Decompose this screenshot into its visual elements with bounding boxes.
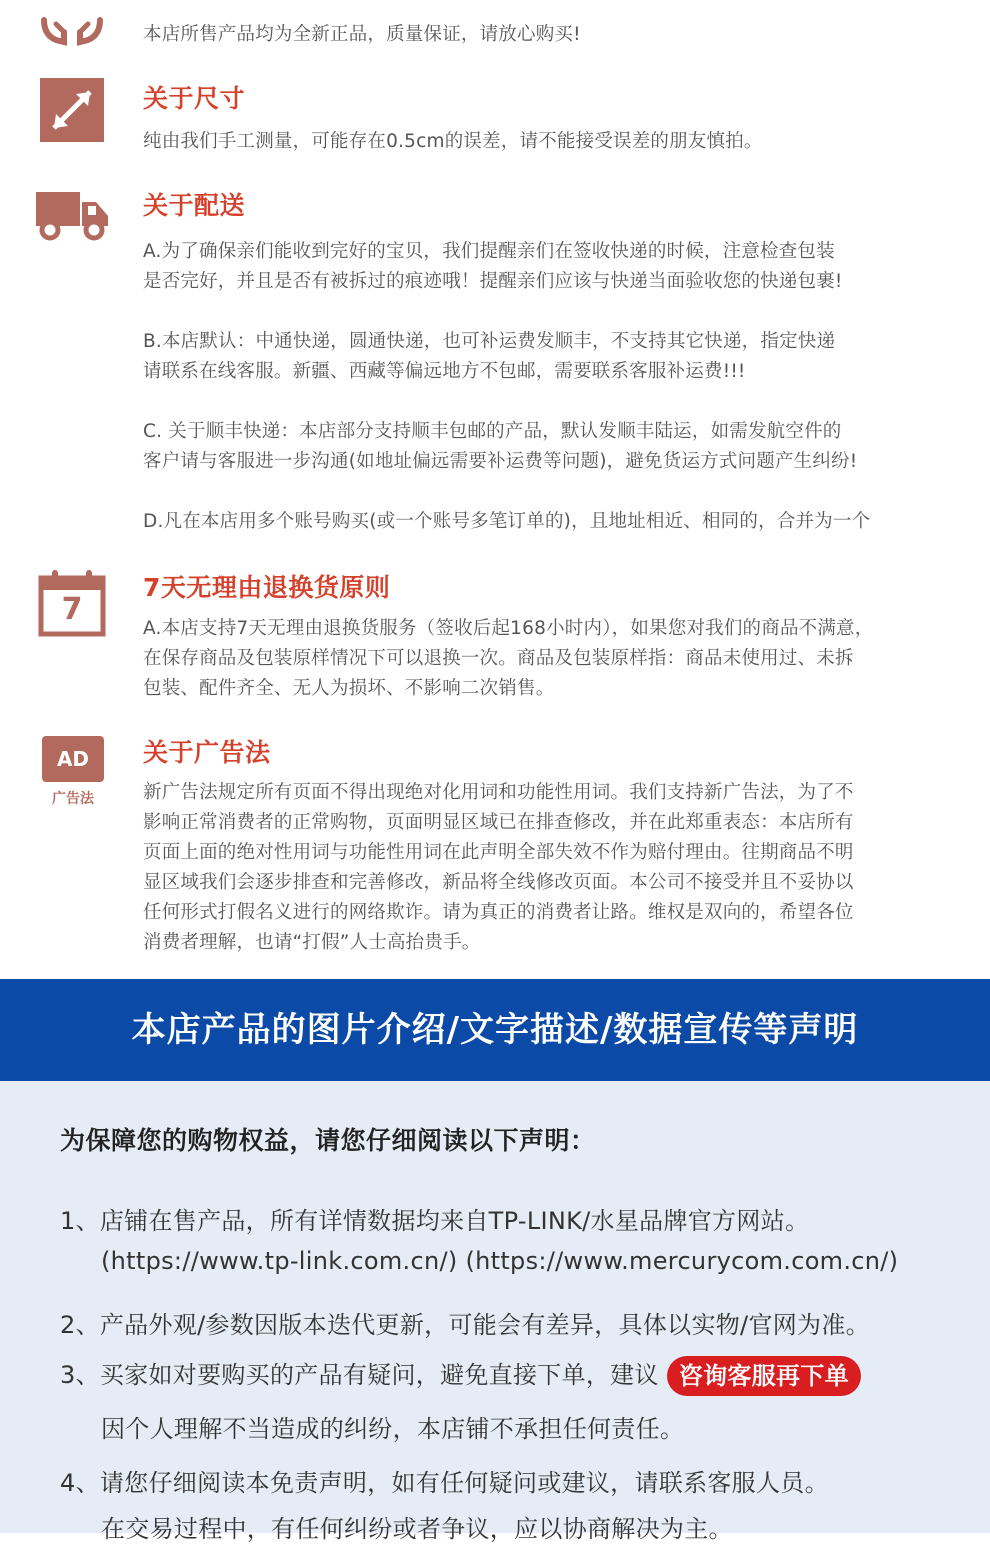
delivery-line: C. 关于顺丰快递：本店部分支持顺丰包邮的产品，默认发顺丰陆运，如需发航空件的	[143, 421, 842, 442]
declaration-item-1: 1、店铺在售产品，所有详情数据均来自TP-LINK/水星品牌官方网站。	[60, 1207, 810, 1235]
delivery-title: 关于配送	[143, 191, 246, 220]
returns-title: 7天无理由退换货原则	[143, 573, 391, 602]
size-title: 关于尺寸	[143, 84, 246, 113]
returns-line: 包装、配件齐全、无人为损坏、不影响二次销售。	[143, 678, 555, 699]
ad-law-line: 影响正常消费者的正常购物，页面明显区域已在排查修改，并在此郑重表态：本店所有	[143, 812, 854, 833]
ad-law-title: 关于广告法	[143, 738, 271, 767]
ad-law-line: 显区域我们会逐步排查和完善修改，新品将全线修改页面。本公司不接受并且不妥协以	[143, 872, 854, 893]
delivery-line: 请联系在线客服。新疆、西藏等偏远地方不包邮，需要联系客服补运费!!!	[143, 361, 746, 382]
calendar-day: 7	[61, 592, 83, 627]
consult-service-button[interactable]: 咨询客服再下单	[667, 1356, 861, 1396]
delivery-line: D.凡在本店用多个账号购买(或一个账号多笔订单的)，且地址相近、相同的，合并为一个	[143, 511, 871, 532]
declaration-panel	[0, 1081, 990, 1543]
delivery-line: 是否完好，并且是否有被拆过的痕迹哦！提醒亲们应该与快递当面验收您的快递包裹!	[143, 271, 843, 292]
delivery-line: 客户请与客服进一步沟通(如地址偏远需要补运费等问题)，避免货运方式问题产生纠纷!	[143, 451, 858, 472]
declaration-item-3-cont: 因个人理解不当造成的纠纷，本店铺不承担任何责任。	[101, 1415, 685, 1443]
returns-line: A.本店支持7天无理由退换货服务（签收后起168小时内），如果您对我们的商品不满意，	[143, 618, 874, 639]
ad-law-line: 任何形式打假名义进行的网络欺诈。请为真正的消费者让路。维权是双向的，希望各位	[143, 902, 854, 923]
ad-law-line: 消费者理解，也请“打假”人士高抬贵手。	[143, 932, 481, 953]
resize-arrow-icon	[40, 78, 104, 142]
ad-caption: 广告法	[52, 791, 94, 807]
ad-law-line: 新广告法规定所有页面不得出现绝对化用词和功能性用词。我们支持新广告法，为了不	[143, 782, 854, 803]
declaration-item-2: 2、产品外观/参数因版本迭代更新，可能会有差异，具体以实物/官网为准。	[60, 1311, 870, 1339]
declaration-item-3	[60, 1355, 861, 1396]
ad-badge: AD	[42, 736, 104, 782]
returns-line: 在保存商品及包装原样情况下可以退换一次。商品及包装原样指：商品未使用过、未拆	[143, 648, 854, 669]
declaration-item-4-cont: 在交易过程中，有任何纠纷或者争议，应以协商解决为主。	[101, 1515, 733, 1543]
quality-line: 本店所售产品均为全新正品，质量保证，请放心购买!	[143, 24, 581, 45]
delivery-line: A.为了确保亲们能收到完好的宝贝，我们提醒亲们在签收快递的时候，注意检查包装	[143, 241, 835, 262]
calendar-icon	[38, 566, 106, 638]
declaration-item-4: 4、请您仔细阅读本免责声明，如有任何疑问或建议，请联系客服人员。	[60, 1469, 829, 1497]
size-line: 纯由我们手工测量，可能存在0.5cm的误差，请不能接受误差的朋友慎拍。	[143, 131, 763, 152]
declaration-item-1-urls: (https://www.tp-link.com.cn/) (https://www.mercurycom.com.cn/)	[101, 1247, 899, 1275]
hands-heart-icon	[34, 0, 110, 56]
ad-law-icon	[42, 736, 104, 808]
declaration-banner: 本店产品的图片介绍/文字描述/数据宣传等声明	[0, 979, 990, 1081]
ad-law-line: 页面上面的绝对性用词与功能性用词在此声明全部失效不作为赔付理由。往期商品不明	[143, 842, 854, 863]
truck-icon	[34, 180, 110, 256]
delivery-line: B.本店默认：中通快递，圆通快递，也可补运费发顺丰，不支持其它快递，指定快递	[143, 331, 836, 352]
declaration-heading: 为保障您的购物权益，请您仔细阅读以下声明：	[60, 1126, 596, 1155]
declaration-item-3-text: 3、买家如对要购买的产品有疑问，避免直接下单，建议	[60, 1361, 659, 1389]
